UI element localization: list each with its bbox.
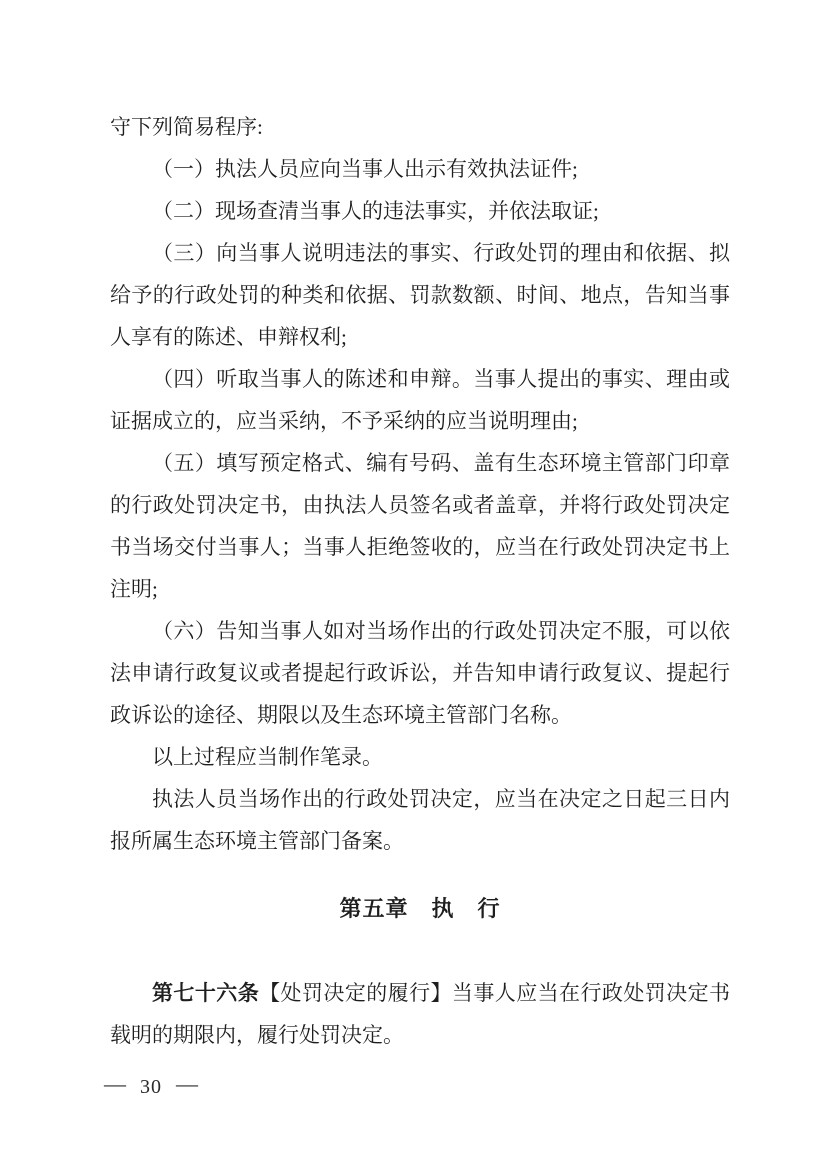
text-line: [110, 652, 730, 694]
text-run: 守下列简易程序:: [110, 115, 263, 139]
text-run: 注明;: [110, 577, 158, 601]
page-number: 30: [140, 1076, 162, 1098]
article-line: [110, 972, 730, 1014]
text-line: [110, 106, 730, 148]
text-run: （五）填写预定格式、编有号码、盖有生态环境主管部门印章: [152, 451, 730, 475]
text-run: （六）告知当事人如对当场作出的行政处罚决定不服，可以依: [152, 619, 730, 643]
text-run: 以上过程应当制作笔录。: [152, 745, 383, 769]
text-run: （二）现场查清当事人的违法事实，并依法取证;: [152, 199, 599, 223]
text-line: [110, 190, 730, 232]
text-run: （三）向当事人说明违法的事实、行政处罚的理由和依据、拟: [152, 241, 730, 265]
text-line: [110, 568, 730, 610]
text-run: 的行政处罚决定书，由执法人员签名或者盖章，并将行政处罚决定: [110, 493, 730, 517]
text-run: 政诉讼的途径、期限以及生态环境主管部门名称。: [110, 703, 572, 727]
footer-dash-left: —: [104, 1071, 126, 1096]
text-line: [110, 610, 730, 652]
text-run: 载明的期限内，履行处罚决定。: [110, 1023, 404, 1047]
text-line: [110, 694, 730, 736]
text-run: 执法人员当场作出的行政处罚决定，应当在决定之日起三日内: [152, 787, 730, 811]
text-run: （一）执法人员应向当事人出示有效执法证件;: [152, 157, 578, 181]
text-run: 法申请行政复议或者提起行政诉讼，并告知申请行政复议、提起行: [110, 661, 730, 685]
text-line: [110, 1014, 730, 1056]
text-run: 【处罚决定的履行】当事人应当在行政处罚决定书: [259, 981, 731, 1005]
footer-dash-right: —: [176, 1071, 198, 1096]
text-line: [110, 442, 730, 484]
text-line: [110, 484, 730, 526]
text-run: 书当场交付当事人；当事人拒绝签收的，应当在行政处罚决定书上: [110, 535, 730, 559]
article-number: 第七十六条: [152, 981, 260, 1005]
text-run: 报所属生态环境主管部门备案。: [110, 829, 404, 853]
text-run: 给予的行政处罚的种类和依据、罚款数额、时间、地点，告知当事: [110, 283, 730, 307]
text-line: [110, 316, 730, 358]
document-page-body: [110, 106, 730, 1056]
text-line: [110, 526, 730, 568]
text-line: [110, 358, 730, 400]
text-run: 第五章 执 行: [339, 896, 501, 921]
text-line: [110, 400, 730, 442]
chapter-heading: [110, 888, 730, 930]
text-run: 人享有的陈述、申辩权利;: [110, 325, 347, 349]
text-run: 证据成立的，应当采纳，不予采纳的应当说明理由;: [110, 409, 578, 433]
text-line: [110, 274, 730, 316]
page-footer: [104, 1072, 198, 1101]
text-line: [110, 778, 730, 820]
text-line: [110, 148, 730, 190]
text-run: （四）听取当事人的陈述和申辩。当事人提出的事实、理由或: [152, 367, 730, 391]
text-line: [110, 232, 730, 274]
text-line: [110, 736, 730, 778]
text-line: [110, 820, 730, 862]
